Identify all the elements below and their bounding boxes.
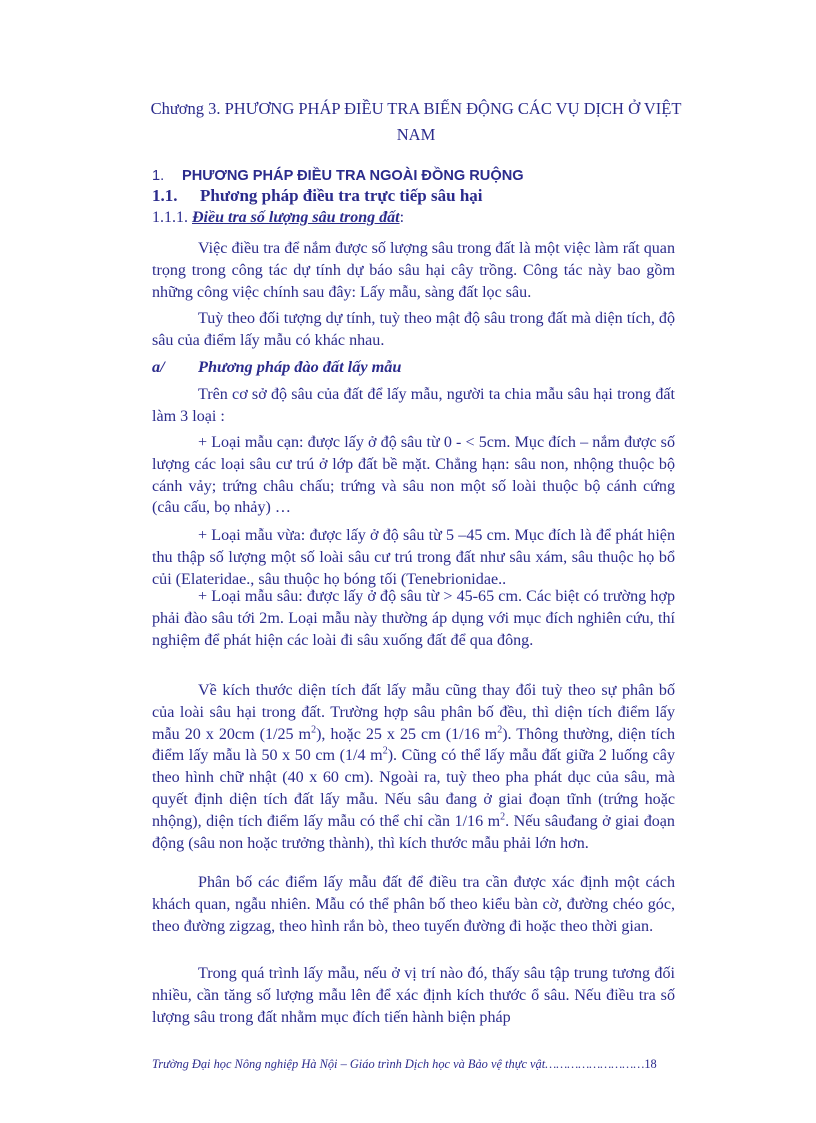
paragraph-sample-distribution: Phân bố các điểm lấy mẫu đất để điều tra cần được xác định một cách khách quan, ngẫu nhiên. Mẫu có thể phân bố theo kiểu bàn cờ, đường chéo góc, theo đường zigzag, theo hình rắn bò, theo tuyến đường đi hoặc theo thời gian. [152,874,675,935]
paragraph-sample-types: Trên cơ sở độ sâu của đất để lấy mẫu, người ta chia mẫu sâu hại trong đất làm 3 loại : [152,386,675,425]
footer-text: Trường Đại học Nông nghiệp Hà Nội – Giáo trình Dịch học và Bảo vệ thực vật [152,1057,546,1071]
paragraph-deep-sample: + Loại mẫu sâu: được lấy ở độ sâu từ > 45-65 cm. Các biệt có trường hợp phải đào sâu tới 2m. Loại mẫu này thường áp dụng với mục đích nghiên cứu, thí nghiệm để phát hiện các loài đi sâu xuống đất để qua đông. [152,588,675,649]
section-1-1-1-number: 1.1.1. [152,209,188,226]
paragraph-medium-sample: + Loại mẫu vừa: được lấy ở độ sâu từ 5 –45 cm. Mục đích là để phát hiện thu thập số lượng một số loài sâu cư trú trong đất như sâu xám, sâu thuộc họ bổ củi (Elateridae., sâu thuộc họ bóng tối (Tenebrionidae.. [152,527,675,588]
subsection-a-number: a/ [152,357,165,376]
section-1-1-number: 1.1. [152,186,178,205]
chapter-title: Chương 3. PHƯƠNG PHÁP ĐIỀU TRA BIẾN ĐỘNG CÁC VỤ DỊCH Ở VIỆT NAM [150,99,682,144]
section-1-number: 1. [152,168,165,184]
section-1-title: PHƯƠNG PHÁP ĐIỀU TRA NGOÀI ĐỒNG RUỘNG [182,168,524,184]
page-number: 18 [644,1057,657,1071]
paragraph-sampling-process: Trong quá trình lấy mẫu, nếu ở vị trí nào đó, thấy sâu tập trung tương đối nhiều, cần tăng số lượng mẫu lên để xác định kích thước ổ sâu. Nếu điều tra số lượng sâu trong đất nhằm mục đích tiến hành biện pháp [152,965,675,1026]
subsection-a-heading [152,357,402,377]
paragraph-depth: Tuỳ theo đối tượng dự tính, tuỳ theo mật độ sâu trong đất mà diện tích, độ sâu của điểm lấy mẫu có khác nhau. [152,310,675,349]
paragraph-intro: Việc điều tra để nắm được số lượng sâu trong đất là một việc làm rất quan trọng trong công tác dự tính dự báo sâu hại cây trồng. Công tác này bao gồm những công việc chính sau đây: Lấy mẫu, sàng đất lọc sâu. [152,240,675,301]
footer-dots: ……………………… [545,1057,645,1071]
section-1-1-1-heading [152,209,404,227]
section-1-heading [152,168,524,184]
paragraph-sample-size: Về kích thước diện tích đất lấy mẫu cũng thay đổi tuỳ theo sự phân bố của loài sâu hại trong đất. Trường hợp sâu phân bố đều, thì diện tích điểm lấy mẫu 20 x 20cm (1/25 $m^2$), hoặc 25 x 25 cm (1/16 $m^2$). Thông thường, diện tích điểm lấy mẫu là 50 x 50 cm (1/4 $m^2$). Cũng có thể lấy mẫu đất giữa 2 luống cây theo hình chữ nhật (40 x 60 cm). Ngoài ra, tuỳ theo pha phát dục của sâu, mà quyết định diện tích đất lấy mẫu. Nếu sâu đang ở giai đoạn tĩnh (trứng hoặc nhộng), diện tích điểm lấy mẫu có thể chỉ cần 1/16 $m^2$. Nếu sâuđang ở giai đoạn động (sâu non hoặc trưởng thành), thì kích thước mẫu phải lớn hơn. [152,682,676,852]
section-1-1-1-title: Điều tra số lượng sâu trong đất [192,209,400,226]
section-1-1-heading [152,186,483,206]
page-footer [152,1057,675,1072]
section-1-1-1-suffix: : [399,209,405,226]
section-1-1-title: Phương pháp điều tra trực tiếp sâu hại [200,186,483,205]
paragraph-shallow-sample: + Loại mẫu cạn: được lấy ở độ sâu từ 0 - < 5cm. Mục đích – nắm được số lượng các loại sâu cư trú ở lớp đất bề mặt. Chẳng hạn: sâu non, nhộng thuộc bộ cánh vảy; trứng châu chấu; trứng và sâu non một số loài thuộc bộ cánh cứng (câu cấu, bọ nhảy) … [152,434,675,517]
subsection-a-title: Phương pháp đào đất lấy mẫu [198,357,402,376]
